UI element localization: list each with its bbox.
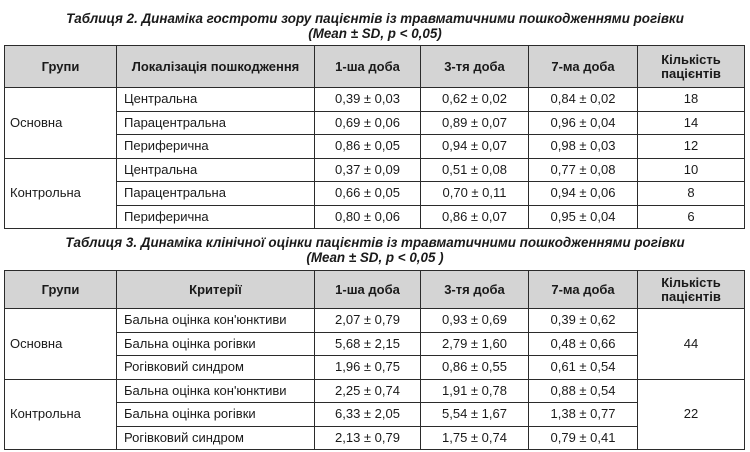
column-header-day1: 1-ша доба: [315, 46, 421, 88]
localization-cell: Парацентральна: [117, 182, 315, 206]
table3-caption: [0, 235, 750, 265]
table3-caption-title: Таблиця 3. Динаміка клінічної оцінки пацієнтів із травматичними пошкодженнями рогівки: [65, 235, 685, 250]
table-row: [5, 379, 745, 403]
day7-cell: 0,48 ± 0,66: [529, 332, 638, 356]
day7-cell: 0,61 ± 0,54: [529, 356, 638, 380]
day3-cell: 1,75 ± 0,74: [421, 426, 529, 450]
localization-cell: Периферична: [117, 205, 315, 229]
day7-cell: 0,88 ± 0,54: [529, 379, 638, 403]
table-row: [5, 158, 745, 182]
day3-cell: 0,89 ± 0,07: [421, 111, 529, 135]
patient-count-cell: 44: [638, 309, 745, 380]
day3-cell: 0,86 ± 0,55: [421, 356, 529, 380]
day1-cell: 2,13 ± 0,79: [315, 426, 421, 450]
column-header-patient-count: Кількість пацієнтів: [638, 271, 745, 309]
day1-cell: 6,33 ± 2,05: [315, 403, 421, 427]
day7-cell: 0,95 ± 0,04: [529, 205, 638, 229]
table3-caption-stats: (Mean ± SD, p < 0,05 ): [306, 250, 444, 265]
patient-count-cell: 10: [638, 158, 745, 182]
day1-cell: 0,80 ± 0,06: [315, 205, 421, 229]
day7-cell: 0,77 ± 0,08: [529, 158, 638, 182]
day7-cell: 0,98 ± 0,03: [529, 135, 638, 159]
patient-count-cell: 8: [638, 182, 745, 206]
day1-cell: 5,68 ± 2,15: [315, 332, 421, 356]
criteria-cell: Рогівковий синдром: [117, 426, 315, 450]
table2-caption: [0, 11, 750, 41]
day3-cell: 2,79 ± 1,60: [421, 332, 529, 356]
table-row: [5, 88, 745, 112]
column-header-criteria: Критерії: [117, 271, 315, 309]
column-header-day7: 7-ма доба: [529, 271, 638, 309]
day3-cell: 5,54 ± 1,67: [421, 403, 529, 427]
group-cell: Основна: [5, 88, 117, 159]
table-row: [5, 309, 745, 333]
table2-caption-title: Таблиця 2. Динаміка гостроти зору пацієнтів із травматичними пошкодженнями рогівки: [66, 11, 684, 26]
column-header-groups: Групи: [5, 271, 117, 309]
day3-cell: 0,51 ± 0,08: [421, 158, 529, 182]
day7-cell: 0,94 ± 0,06: [529, 182, 638, 206]
day1-cell: 0,69 ± 0,06: [315, 111, 421, 135]
group-cell: Контрольна: [5, 379, 117, 450]
table2: [4, 45, 745, 229]
patient-count-cell: 18: [638, 88, 745, 112]
patient-count-cell: 6: [638, 205, 745, 229]
column-header-day3: 3-тя доба: [421, 271, 529, 309]
patient-count-cell: 14: [638, 111, 745, 135]
day7-cell: 0,39 ± 0,62: [529, 309, 638, 333]
day1-cell: 0,66 ± 0,05: [315, 182, 421, 206]
localization-cell: Центральна: [117, 158, 315, 182]
day7-cell: 0,96 ± 0,04: [529, 111, 638, 135]
day1-cell: 0,39 ± 0,03: [315, 88, 421, 112]
table2-header-row: [5, 46, 745, 88]
day7-cell: 0,79 ± 0,41: [529, 426, 638, 450]
day3-cell: 0,93 ± 0,69: [421, 309, 529, 333]
column-header-day1: 1-ша доба: [315, 271, 421, 309]
day7-cell: 0,84 ± 0,02: [529, 88, 638, 112]
criteria-cell: Рогівковий синдром: [117, 356, 315, 380]
criteria-cell: Бальна оцінка кон'юнктиви: [117, 379, 315, 403]
day1-cell: 0,86 ± 0,05: [315, 135, 421, 159]
day7-cell: 1,38 ± 0,77: [529, 403, 638, 427]
group-cell: Контрольна: [5, 158, 117, 229]
table3-header-row: [5, 271, 745, 309]
day1-cell: 0,37 ± 0,09: [315, 158, 421, 182]
criteria-cell: Бальна оцінка рогівки: [117, 332, 315, 356]
table2-caption-stats: (Mean ± SD, p < 0,05): [308, 26, 442, 41]
criteria-cell: Бальна оцінка кон'юнктиви: [117, 309, 315, 333]
day1-cell: 1,96 ± 0,75: [315, 356, 421, 380]
patient-count-cell: 12: [638, 135, 745, 159]
day3-cell: 1,91 ± 0,78: [421, 379, 529, 403]
day3-cell: 0,86 ± 0,07: [421, 205, 529, 229]
day3-cell: 0,94 ± 0,07: [421, 135, 529, 159]
column-header-localization: Локалізація пошкодження: [117, 46, 315, 88]
day1-cell: 2,07 ± 0,79: [315, 309, 421, 333]
localization-cell: Центральна: [117, 88, 315, 112]
localization-cell: Парацентральна: [117, 111, 315, 135]
day3-cell: 0,70 ± 0,11: [421, 182, 529, 206]
patient-count-cell: 22: [638, 379, 745, 450]
group-cell: Основна: [5, 309, 117, 380]
column-header-groups: Групи: [5, 46, 117, 88]
table3: [4, 270, 745, 450]
localization-cell: Периферична: [117, 135, 315, 159]
column-header-day7: 7-ма доба: [529, 46, 638, 88]
day3-cell: 0,62 ± 0,02: [421, 88, 529, 112]
column-header-day3: 3-тя доба: [421, 46, 529, 88]
criteria-cell: Бальна оцінка рогівки: [117, 403, 315, 427]
column-header-patient-count: Кількість пацієнтів: [638, 46, 745, 88]
day1-cell: 2,25 ± 0,74: [315, 379, 421, 403]
